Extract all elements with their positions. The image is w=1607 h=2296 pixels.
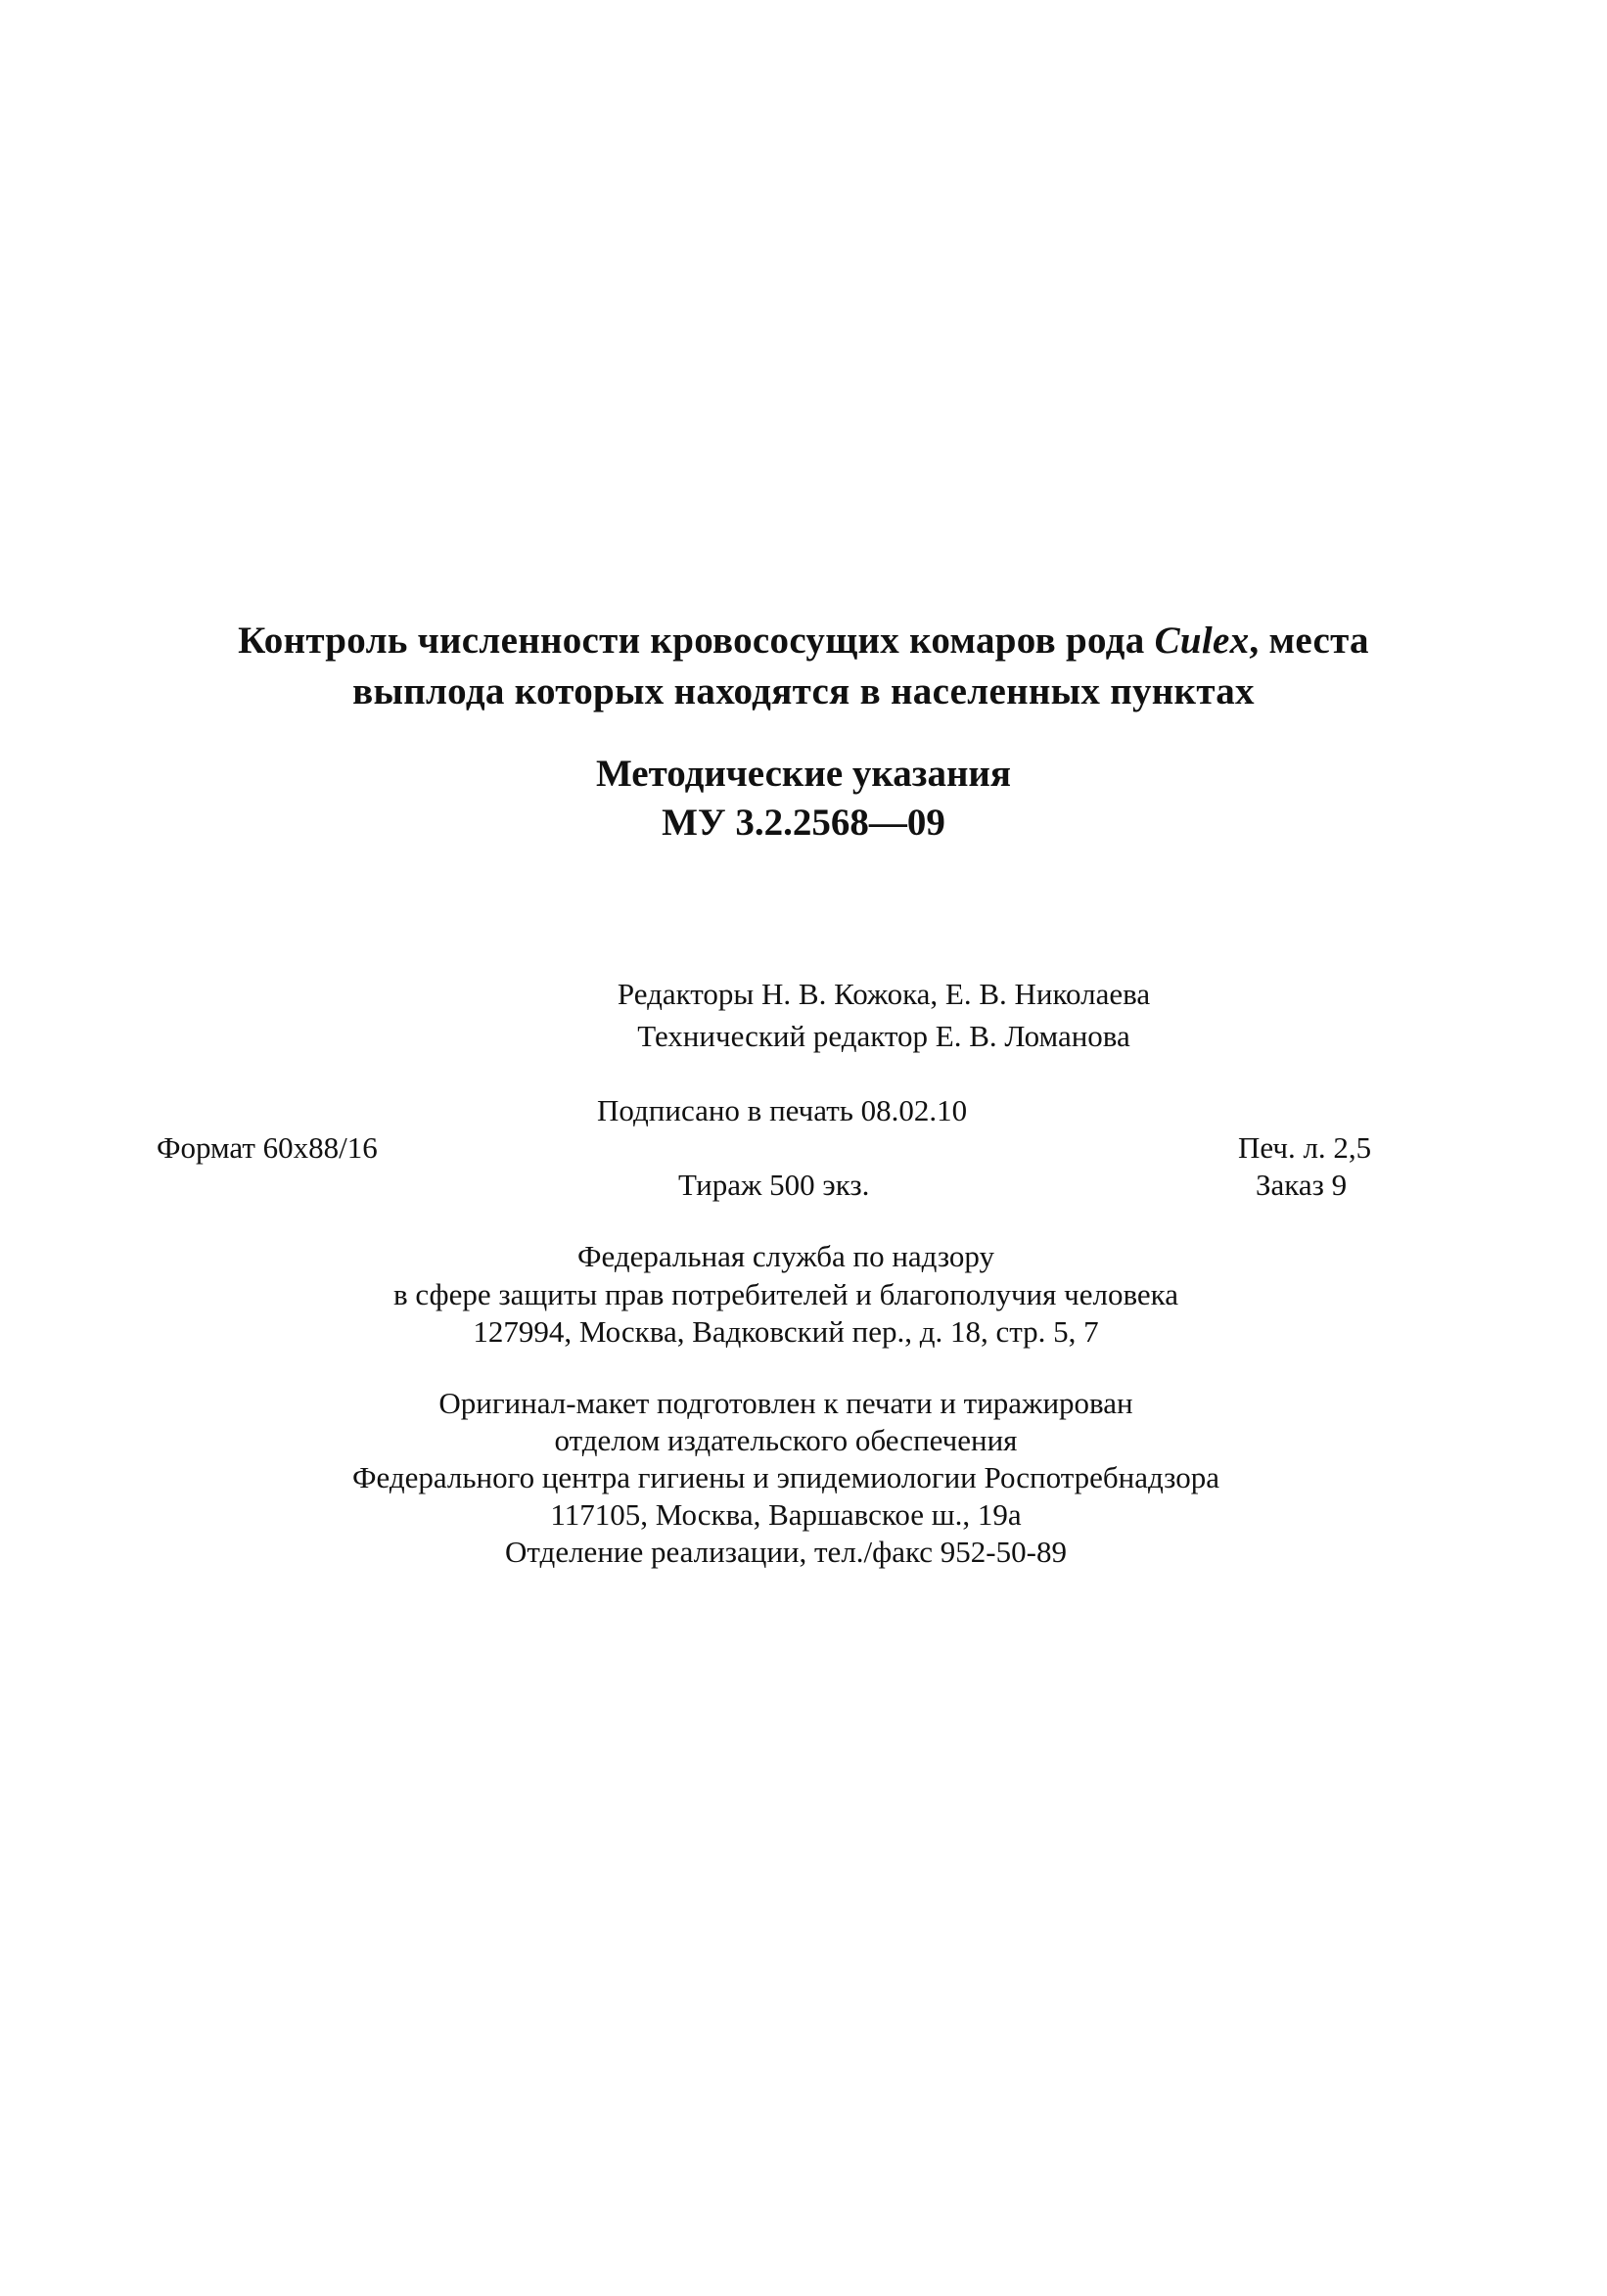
publisher-address: 127994, Москва, Вадковский пер., д. 18, стр. 5, 7 [473, 1314, 1099, 1349]
title-line-1-before: Контроль численности кровососущих комаров рода [238, 620, 1155, 662]
document-type: Методические указания [595, 753, 1011, 795]
layout-line-3: Федерального центра гигиены и эпидемиологии Роспотребнадзора [352, 1460, 1219, 1494]
publisher-line-2: в сфере защиты прав потребителей и благополучия человека [392, 1277, 1179, 1311]
printed-sheets: Печ. л. 2,5 [1238, 1130, 1372, 1165]
order-number: Заказ 9 [1256, 1168, 1348, 1202]
title-line-1 [0, 619, 1607, 663]
format: Формат 60x88/16 [157, 1130, 378, 1165]
layout-address: 117105, Москва, Варшавское ш., 19а [550, 1497, 1022, 1532]
layout-line-1: Оригинал-макет подготовлен к печати и тиражирован [438, 1386, 1133, 1420]
document-number: МУ 3.2.2568—09 [662, 802, 945, 844]
signed-to-print: Подписано в печать 08.02.10 [597, 1093, 968, 1127]
title-line-1-after: , места [1249, 620, 1369, 662]
editors: Редакторы Н. В. Кожока, Е. В. Николаева [617, 977, 1151, 1011]
sales-department-contact: Отделение реализации, тел./факс 952-50-89 [505, 1535, 1067, 1569]
circulation: Тираж 500 экз. [678, 1168, 870, 1202]
publisher-line-1: Федеральная служба по надзору [577, 1239, 994, 1273]
title-line-2: выплода которых находятся в населенных пунктах [352, 670, 1255, 712]
layout-line-2: отделом издательского обеспечения [554, 1423, 1018, 1457]
title-genus: Culex [1154, 620, 1250, 662]
technical-editor: Технический редактор Е. В. Ломанова [637, 1019, 1130, 1053]
